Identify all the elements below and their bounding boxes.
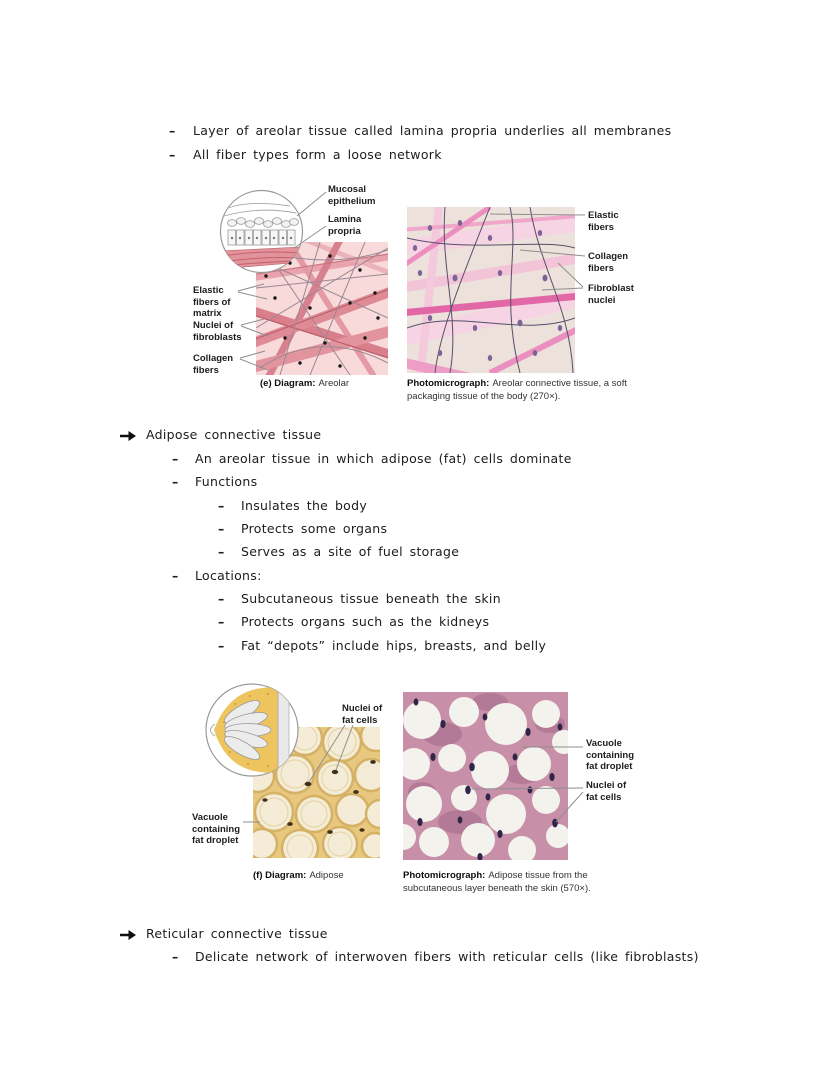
- label-collagen-fibers: Collagen fibers: [193, 353, 234, 376]
- note-line: [172, 450, 572, 467]
- arrow-bullet-icon: [120, 426, 146, 446]
- mucosa-inset-circle: [220, 191, 303, 273]
- caption-micrograph-adipose: [403, 870, 645, 895]
- note-line: [218, 637, 546, 654]
- caption-prefix: Photomicrograph:: [407, 378, 490, 389]
- caption-diagram-adipose: [253, 870, 393, 883]
- note-text: Insulates the body: [241, 498, 368, 513]
- label-mucosal-epithelium: Mucosal epithelium: [328, 184, 376, 207]
- label-vacuole-fat-droplet-right: Vacuole containing fat droplet: [586, 738, 635, 772]
- label-lamina-propria: Lamina propria: [328, 214, 362, 237]
- note-text: Serves as a site of fuel storage: [241, 544, 460, 559]
- note-line: [169, 122, 671, 139]
- note-line: [218, 613, 489, 630]
- note-text: Functions: [195, 474, 258, 489]
- note-line: [218, 520, 387, 537]
- note-text: Delicate network of interwoven fibers with reticular cells (like fibroblasts): [195, 949, 699, 964]
- note-text: All fiber types form a loose network: [193, 147, 442, 162]
- note-text: Locations:: [195, 568, 262, 583]
- label-fibroblast-nuclei: Fibroblast nuclei: [588, 283, 634, 306]
- label-elastic-fibers: Elastic fibers: [588, 210, 619, 233]
- dash-bullet: –: [172, 451, 179, 466]
- note-line: [218, 543, 459, 560]
- note-line: [218, 590, 501, 607]
- label-nuclei-fat-cells-right: Nuclei of fat cells: [586, 780, 627, 803]
- note-text: Subcutaneous tissue beneath the skin: [241, 591, 501, 606]
- adipose-photomicrograph: [390, 692, 576, 872]
- dash-bullet: –: [172, 474, 179, 489]
- label-collagen-fibers-right: Collagen fibers: [588, 251, 629, 274]
- dash-bullet: –: [169, 123, 176, 138]
- dash-bullet: –: [218, 544, 225, 559]
- caption-text: Areolar connective tissue, a soft packaging tissue of the body (270×).: [407, 378, 627, 402]
- note-heading: [120, 426, 321, 446]
- note-text: Adipose connective tissue: [146, 427, 322, 442]
- arrow-bullet-icon: [120, 925, 146, 945]
- caption-prefix: (f) Diagram:: [253, 870, 307, 881]
- note-text: Protects organs such as the kidneys: [241, 614, 490, 629]
- caption-prefix: (e) Diagram:: [260, 378, 316, 389]
- note-heading: [120, 925, 328, 945]
- caption-text: Adipose tissue from the subcutaneous layer beneath the skin (570×).: [403, 870, 591, 894]
- dash-bullet: –: [218, 614, 225, 629]
- note-line: [169, 146, 442, 163]
- note-text: Reticular connective tissue: [146, 926, 328, 941]
- figure-adipose: [190, 672, 660, 907]
- note-line: [218, 497, 367, 514]
- areolar-photomicrograph: [400, 198, 580, 378]
- caption-text: Areolar: [318, 378, 350, 389]
- note-line: [172, 567, 262, 584]
- caption-diagram-areolar: [260, 378, 400, 391]
- breast-inset-circle: [206, 682, 298, 778]
- note-text: Protects some organs: [241, 521, 388, 536]
- caption-text: Adipose: [309, 870, 344, 881]
- dash-bullet: –: [169, 147, 176, 162]
- note-text: Fat “depots” include hips, breasts, and belly: [241, 638, 547, 653]
- dash-bullet: –: [218, 638, 225, 653]
- dash-bullet: –: [218, 591, 225, 606]
- label-vacuole-fat-droplet: Vacuole containing fat droplet: [192, 812, 241, 846]
- caption-micrograph-areolar: [407, 378, 649, 403]
- caption-prefix: Photomicrograph:: [403, 870, 486, 881]
- note-line: [172, 948, 699, 965]
- note-text: Layer of areolar tissue called lamina propria underlies all membranes: [193, 123, 672, 138]
- dash-bullet: –: [218, 498, 225, 513]
- label-nuclei-fat-cells: Nuclei of fat cells: [342, 703, 383, 726]
- note-text: An areolar tissue in which adipose (fat) cells dominate: [195, 451, 572, 466]
- dash-bullet: –: [218, 521, 225, 536]
- label-nuclei-fibroblasts: Nuclei of fibroblasts: [193, 320, 242, 343]
- dash-bullet: –: [172, 949, 179, 964]
- dash-bullet: –: [172, 568, 179, 583]
- figure-areolar: [190, 178, 660, 410]
- note-line: [172, 473, 257, 490]
- label-elastic-fibers-matrix: Elastic fibers of matrix: [193, 285, 231, 319]
